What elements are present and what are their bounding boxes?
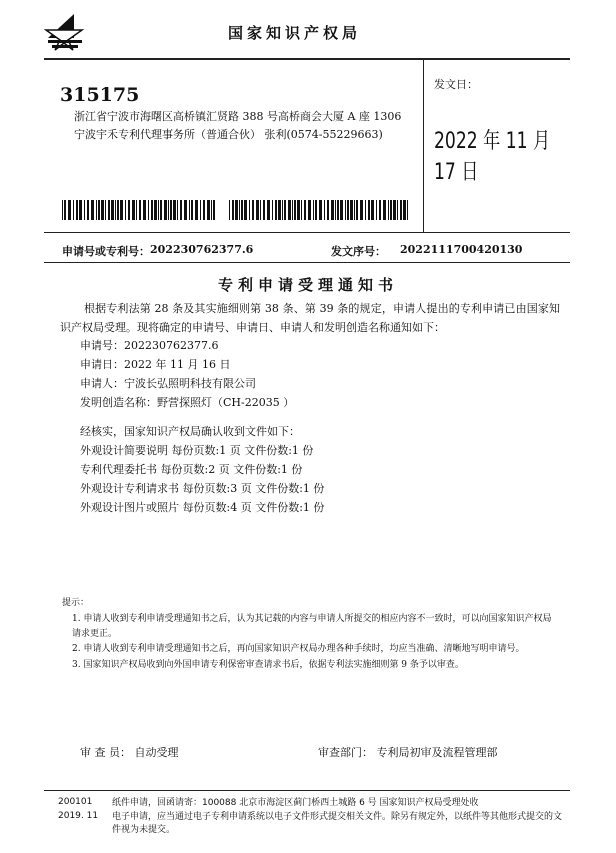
recipient-address: 浙江省宁波市海曙区高桥镇汇贤路 388 号高桥商会大厦 A 座 1306 bbox=[74, 110, 402, 123]
barcode-bar bbox=[115, 200, 116, 220]
received-item: 外观设计专利请求书 每份页数:3 页 文件份数:1 份 bbox=[80, 482, 325, 495]
barcode-bar bbox=[151, 200, 153, 220]
send-number-value: 2022111700420130 bbox=[400, 243, 523, 256]
barcode-bar bbox=[252, 200, 254, 220]
barcode-bar bbox=[68, 200, 71, 220]
barcode-bar bbox=[136, 200, 137, 220]
barcode-bar bbox=[376, 200, 377, 220]
field-invention-name: 发明创造名称：野营探照灯（CH-22035 ） bbox=[80, 396, 295, 409]
barcode-bar bbox=[239, 200, 240, 220]
address-divider bbox=[423, 60, 424, 232]
application-number-value: 202230762377.6 bbox=[150, 243, 254, 256]
barcode-bar bbox=[335, 200, 336, 220]
barcode-bar bbox=[168, 200, 169, 220]
barcode-bar bbox=[96, 200, 97, 220]
application-number-label: 申请号或专利号： bbox=[62, 245, 150, 258]
barcode-bar bbox=[393, 200, 396, 220]
national-emblem-icon bbox=[44, 10, 86, 52]
barcode-bar bbox=[356, 200, 358, 220]
barcode-right bbox=[229, 200, 409, 220]
barcode-bar bbox=[397, 200, 398, 220]
footer-electronic-filing: 电子申请，应当通过电子专利申请系统以电子文件形式提交相关文件。除另有规定外，以纸件等其他形式提交的文件视为未提交。 bbox=[112, 812, 563, 835]
barcode-bar bbox=[383, 200, 386, 220]
barcode-bar bbox=[288, 200, 291, 220]
barcode-bar bbox=[371, 200, 374, 220]
barcode-bar bbox=[148, 200, 149, 220]
barcode-bar bbox=[189, 200, 190, 220]
barcode-bar bbox=[213, 200, 215, 220]
barcode-bar bbox=[76, 200, 78, 220]
intro-paragraph: 根据专利法第 28 条及其实施细则第 38 条、第 39 条的规定，申请人提出的专利申请已由国家知识产权局受理。现将确定的申请号、申请日、申请人和发明创造名称通知如下： bbox=[60, 302, 560, 334]
barcode-bar bbox=[284, 200, 286, 220]
barcode-bar bbox=[278, 200, 281, 220]
barcode-bar bbox=[403, 200, 406, 220]
barcode-bar bbox=[160, 200, 162, 220]
send-date-value: 2022 年 11 月 17 日 bbox=[434, 129, 551, 185]
barcode-bar bbox=[203, 200, 205, 220]
barcode-bar bbox=[244, 200, 247, 220]
barcode-bar bbox=[260, 200, 261, 220]
barcode-bar bbox=[340, 200, 343, 220]
barcode-bar bbox=[173, 200, 176, 220]
field-applicant: 申请人：宁波长弘照明科技有限公司 bbox=[80, 377, 256, 390]
barcode-bar bbox=[105, 200, 106, 220]
note-item: 3. 国家知识产权局收到向外国申请专利保密审查请求书后，依据专利法实施细则第 9 条予以审查。 bbox=[72, 660, 464, 670]
barcode-bar bbox=[211, 200, 212, 220]
barcode-bar bbox=[297, 200, 300, 220]
barcode-bar bbox=[132, 200, 135, 220]
barcode-bar bbox=[350, 200, 353, 220]
header-rule bbox=[44, 58, 570, 60]
barcode-bar bbox=[229, 200, 230, 220]
barcode-bar bbox=[354, 200, 355, 220]
barcode-bar bbox=[200, 200, 201, 220]
barcode-bar bbox=[125, 200, 126, 220]
barcode-bar bbox=[301, 200, 302, 220]
barcode-bar bbox=[101, 200, 104, 220]
barcode-bar bbox=[64, 200, 66, 220]
barcode-bar bbox=[347, 200, 349, 220]
postcode: 315175 bbox=[60, 84, 140, 106]
barcode-bar bbox=[294, 200, 296, 220]
footer-rule bbox=[44, 790, 570, 791]
received-lead: 经核实，国家知识产权局确认收到文件如下： bbox=[80, 425, 300, 438]
barcode-bar bbox=[120, 200, 123, 220]
barcode-bar bbox=[128, 200, 130, 220]
barcode-bar bbox=[87, 200, 89, 220]
barcode-bar bbox=[331, 200, 334, 220]
barcode-bar bbox=[360, 200, 363, 220]
send-date-label: 发文日： bbox=[434, 78, 478, 91]
barcode-bar bbox=[390, 200, 392, 220]
received-item: 外观设计简要说明 每份页数:1 页 文件份数:1 份 bbox=[80, 444, 314, 457]
numbers-top-rule bbox=[44, 232, 570, 233]
form-version: 2019. 11 bbox=[58, 811, 99, 821]
barcode-bar bbox=[180, 200, 182, 220]
footer-paper-filing: 纸件申请，回函请寄：100088 北京市海淀区蓟门桥西土城路 6 号 国家知识产权局受理处收 bbox=[112, 798, 479, 808]
barcode-bar bbox=[79, 200, 82, 220]
barcode-bar bbox=[327, 200, 329, 220]
barcode-bar bbox=[84, 200, 85, 220]
barcode-bar bbox=[324, 200, 325, 220]
barcode-bar bbox=[241, 200, 243, 220]
field-application-number: 申请号：202230762377.6 bbox=[80, 339, 219, 352]
barcode-bar bbox=[308, 200, 311, 220]
barcode-bar bbox=[315, 200, 317, 220]
received-item: 专利代理委托书 每份页数:2 页 文件份数:1 份 bbox=[80, 463, 303, 476]
barcode-bar bbox=[158, 200, 159, 220]
barcode-bar bbox=[62, 200, 63, 220]
barcode-bar bbox=[263, 200, 265, 220]
barcode-bar bbox=[207, 200, 210, 220]
send-number-label: 发文序号： bbox=[331, 245, 386, 258]
barcode-bar bbox=[195, 200, 198, 220]
barcode-left bbox=[62, 200, 218, 220]
barcode-bar bbox=[319, 200, 322, 220]
note-item: 1. 申请人收到专利申请受理通知书之后，认为其记载的内容与申请人所提交的相应内容不一致时，可以向国家知识产权局请求更正。 bbox=[72, 614, 552, 639]
barcode-bar bbox=[108, 200, 110, 220]
barcode-bar bbox=[272, 200, 273, 220]
received-item: 外观设计图片或照片 每份页数:4 页 文件份数:1 份 bbox=[80, 501, 325, 514]
barcode-bar bbox=[249, 200, 250, 220]
barcode-bar bbox=[170, 200, 172, 220]
office-name: 国家知识产权局 bbox=[228, 24, 362, 42]
barcode-bar bbox=[379, 200, 381, 220]
barcode-bar bbox=[256, 200, 259, 220]
barcode-bar bbox=[117, 200, 119, 220]
recipient-agent: 宁波宇禾专利代理事务所（普通合伙） 张利(0574-55229663) bbox=[74, 128, 383, 141]
barcode-bar bbox=[282, 200, 283, 220]
barcode-bar bbox=[111, 200, 114, 220]
barcode-bar bbox=[368, 200, 370, 220]
barcode-bar bbox=[191, 200, 193, 220]
numbers-bottom-rule bbox=[44, 262, 570, 263]
barcode-bar bbox=[73, 200, 74, 220]
barcode-bar bbox=[388, 200, 389, 220]
barcode-bar bbox=[139, 200, 141, 220]
notes-title: 提示： bbox=[62, 598, 90, 608]
barcode-bar bbox=[292, 200, 293, 220]
barcode-bar bbox=[304, 200, 306, 220]
form-code: 200101 bbox=[58, 797, 93, 807]
barcode-bar bbox=[275, 200, 277, 220]
barcode-bar bbox=[400, 200, 402, 220]
barcode-bar bbox=[98, 200, 100, 220]
barcode-bar bbox=[345, 200, 346, 220]
document-title: 专利申请受理通知书 bbox=[217, 276, 398, 294]
reviewer: 审 查 员： 自动受理 bbox=[80, 746, 179, 759]
barcode-bar bbox=[313, 200, 314, 220]
field-application-date: 申请日：2022 年 11 月 16 日 bbox=[80, 358, 231, 371]
barcode-bar bbox=[177, 200, 178, 220]
barcode-bar bbox=[184, 200, 187, 220]
barcode-bar bbox=[337, 200, 339, 220]
barcode-bar bbox=[91, 200, 94, 220]
barcode-bar bbox=[267, 200, 270, 220]
note-item: 2. 申请人收到专利申请受理通知书之后，再向国家知识产权局办理各种手续时，均应当准确、清晰地写明申请号。 bbox=[72, 644, 525, 654]
barcode-bar bbox=[407, 200, 408, 220]
barcode-bar bbox=[232, 200, 234, 220]
barcode-bar bbox=[365, 200, 366, 220]
review-department: 审查部门： 专利局初审及流程管理部 bbox=[318, 746, 498, 759]
barcode-bar bbox=[235, 200, 238, 220]
barcode-bar bbox=[154, 200, 157, 220]
barcode-bar bbox=[164, 200, 167, 220]
barcode-bar bbox=[143, 200, 146, 220]
